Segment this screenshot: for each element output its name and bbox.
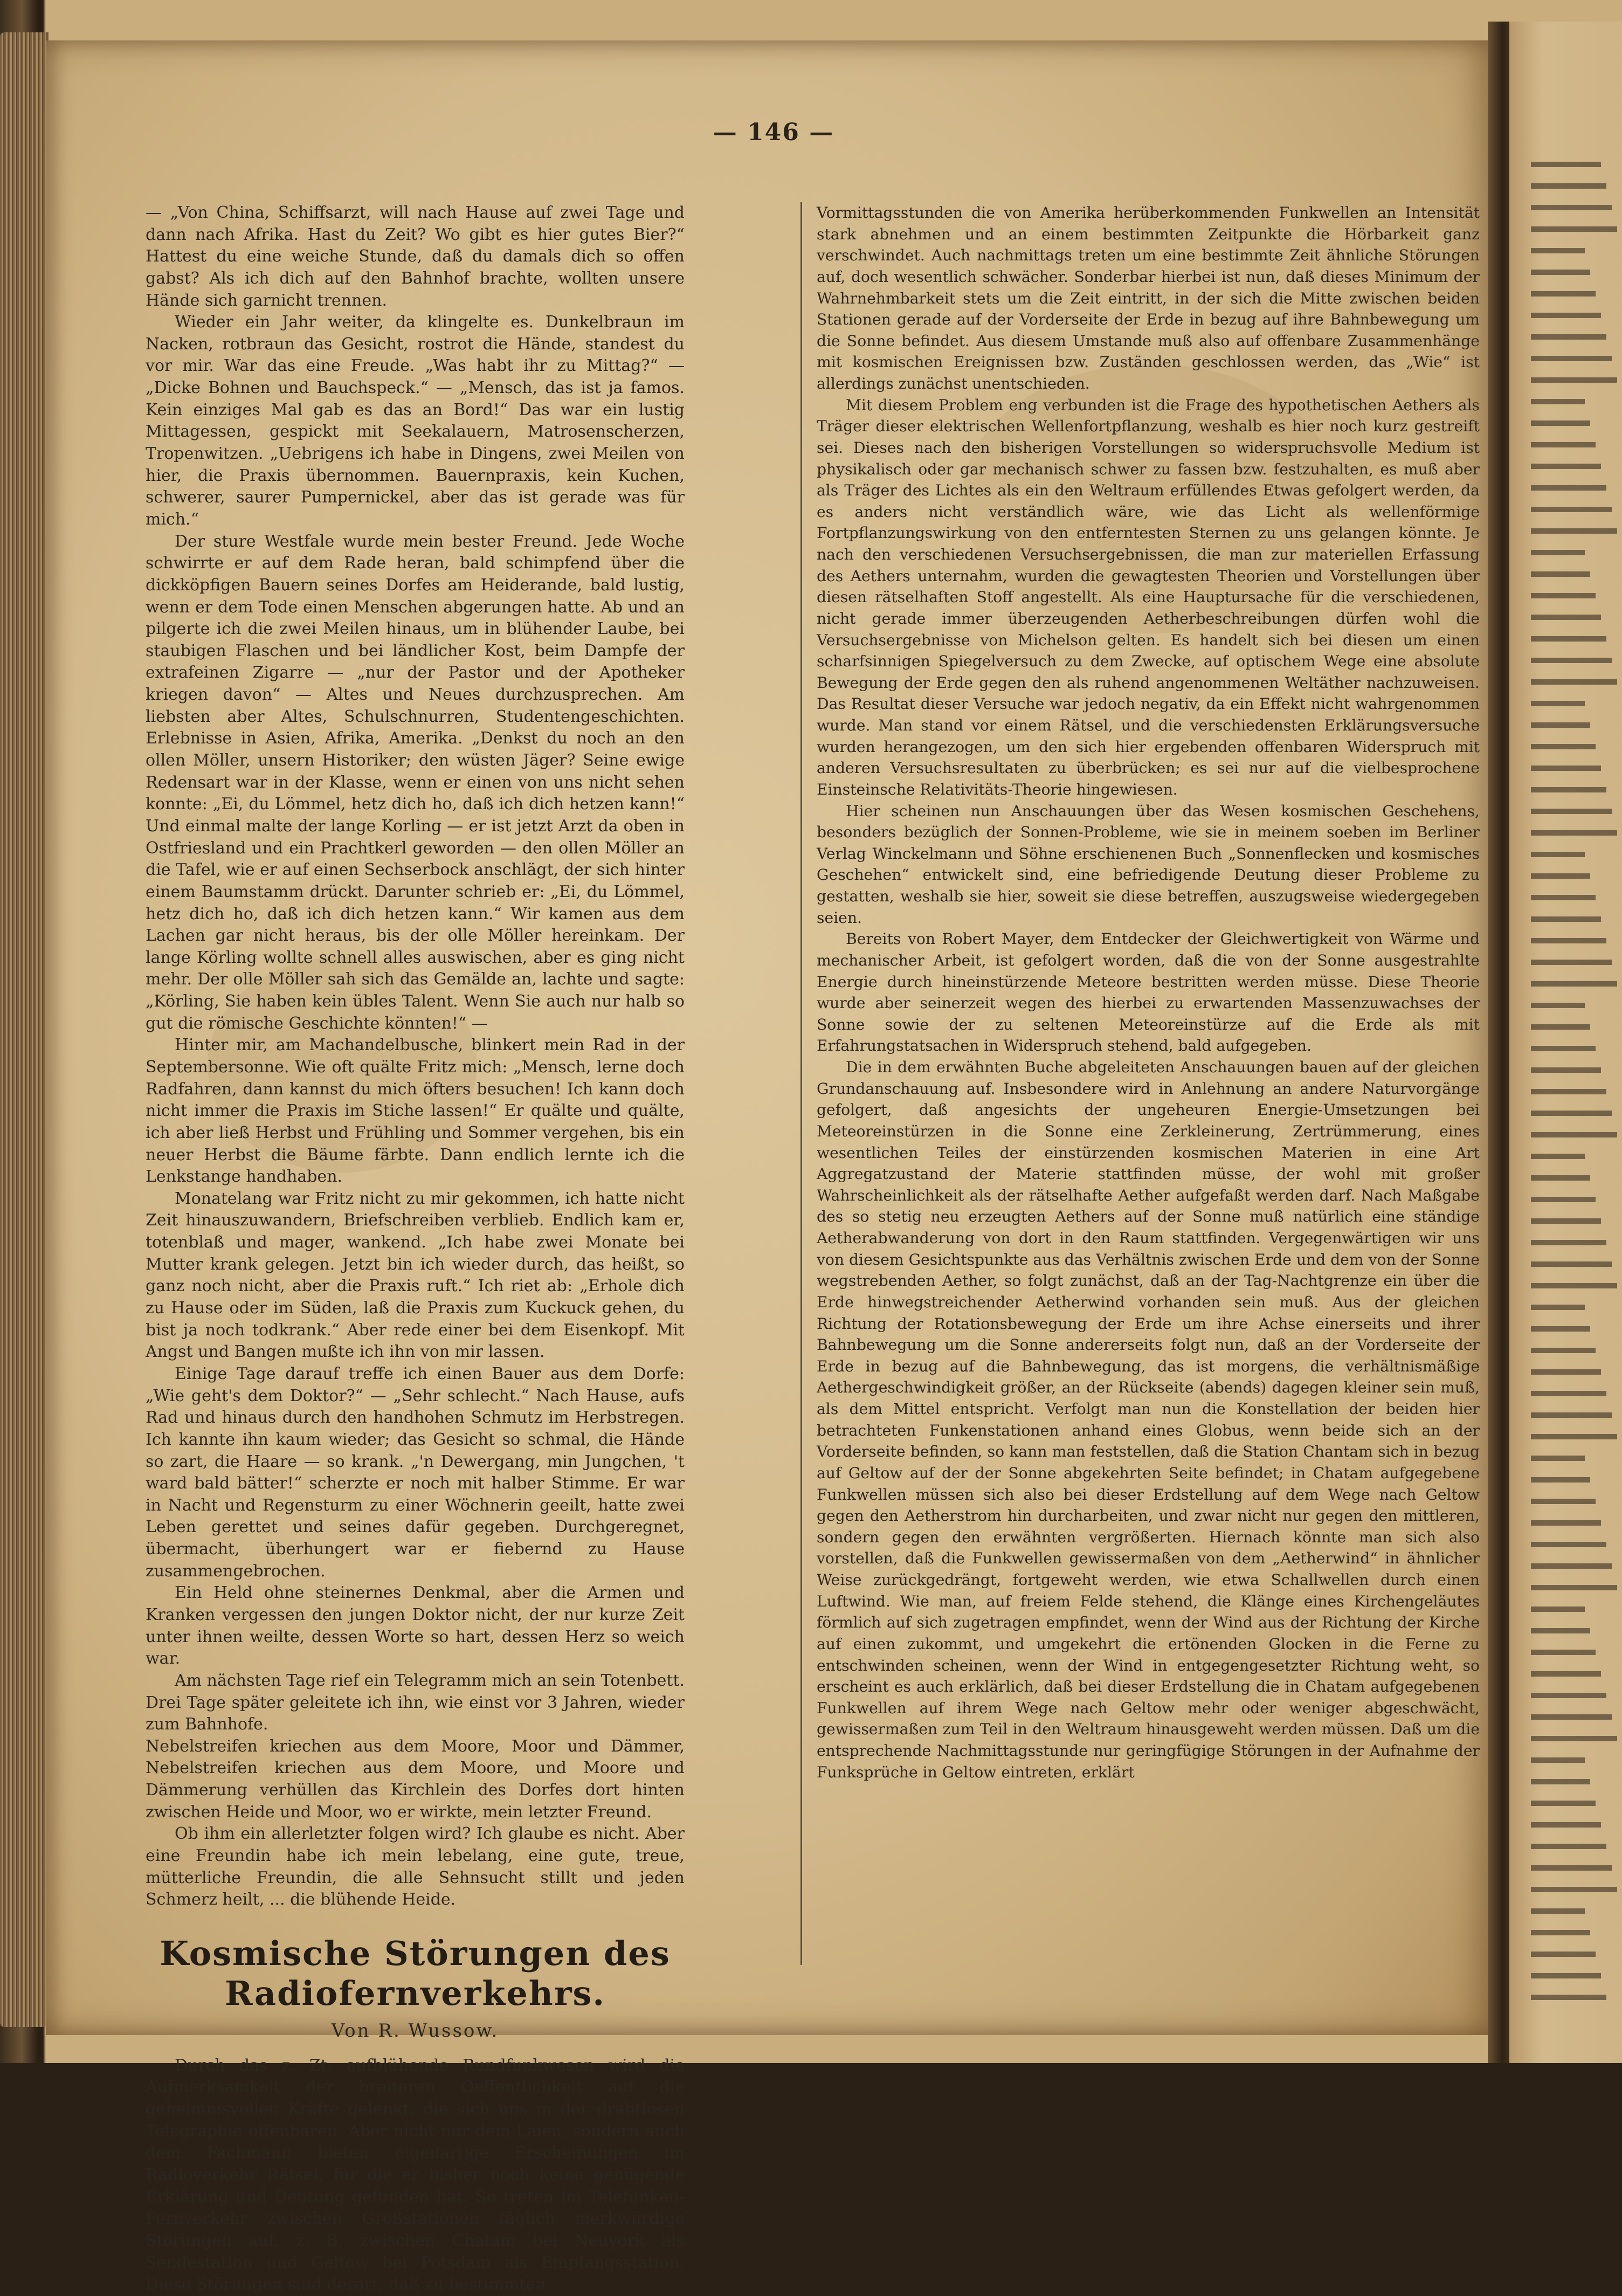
adjacent-page-text-fragment [1531,528,1617,534]
article-paragraph: Hier scheinen nun Anschauungen über das Wesen kosmischen Geschehens, besonders bezüglich der Sonnen-Probleme, wie sie in meinem soeben im Berliner Verlag Winckelmann und Söhne erschienenen Buch „Sonnenflecken und kosmisches Geschehen“ entwickelt sind, eine befriedigende Deutung dieser Probleme zu gestatten, weshalb sie hier, soweit sie diese betreffen, auszugsweise wiedergegeben seien. [817,802,1480,927]
adjacent-page-text-fragment [1531,1391,1606,1396]
adjacent-page-text-fragment [1531,1520,1601,1526]
adjacent-page-text-fragment [1531,1693,1606,1698]
adjacent-page-text-fragment [1531,1606,1585,1612]
adjacent-page-text-fragment [1531,960,1612,965]
story-paragraph: Einige Tage darauf treffe ich einen Bauer aus dem Dorfe: „Wie geht's dem Doktor?“ — „Sehr schlecht.“ Nach Hause, aufs Rad und hinaus durch den handhohen Schmutz im Herbstregen. Ich kannte ihn kaum wieder; das Gesicht so schmal, die Hände so zart, die Haare — so krank. „'n Dewergang, min Jungchen, 't ward bald bätter!“ scherzte er noch mit halber Stimme. Er war in Nacht und Regensturm zu einer Wöchnerin geeilt, hatte zwei Leben gerettet und seines dafür gegeben. Durchgeregnet, übermacht, überhungert war er fiebernd zu Hause zusammengebrochen. [146,1364,685,1581]
adjacent-page-text-fragment [1531,1908,1585,1914]
adjacent-page-text-fragment [1531,766,1601,771]
book-page [46,40,1501,2294]
story-paragraph: Nebelstreifen kriechen aus dem Moore, Moor und Dämmer, Nebelstreifen kriechen aus dem Moore, und Moore und Dämmerung verhüllen das Kirchlein des Dorfes dort hinten zwischen Heide und Moor, wo er wirkte, mein letzter Freund. [146,1736,685,1822]
adjacent-page-text-fragment [1531,1844,1606,1849]
adjacent-page-text-fragment [1531,1003,1585,1008]
adjacent-page-text-fragment [1531,895,1596,900]
adjacent-page-text-fragment [1531,313,1601,318]
article-paragraph: Die in dem erwähnten Buche abgeleiteten Anschauungen bauen auf der gleichen Grundanschauung auf. Insbesondere wird in Anlehnung an andere Naturvorgänge gefolgert, daß angesichts der ungeheuren Energie-Umsetzungen bei Meteoreinstürzen in die Sonne eine Zerkleinerung, Zertrümmerung, eines wesentlichen Teiles der einstürzenden kosmischen Materien in eine Art Aggregatzustand der Materie stattfinden müsse, der wohl mit großer Wahrscheinlichkeit als der rätselhafte Aether aufgefaßt werden darf. Nach Maßgabe des so stetig neu erzeugten Aethers auf der Sonne muß natürlich eine ständige Aetherabwanderung von dort in den Raum stattfinden. Vergegenwärtigen wir uns von diesem Gesichtspunkte aus das Verhältnis zwischen Erde und dem von der Sonne wegstrebenden Aether, so folgt zunächst, daß an der Tag-Nachtgrenze ein über die Erde hinwegstreichender Aetherwind vorhanden sein muß. Aus der gleichen Richtung der Rotationsbewegung der Erde um ihre Achse einerseits und ihrer Bahnbewegung um die Sonne andererseits folgt nun, daß an der Vorderseite der Erde in bezug auf die Bahnbewegung, das ist morgens, die verhältnismäßige Aethergeschwindigkeit größer, an der Rückseite (abends) dagegen kleiner sein muß, als dem Mittel entspricht. Verfolgt man nun die Konstellation der beiden hier betrachteten Funkenstationen anhand eines Globus, wenn beide sich an der Vorderseite befinden, so kann man feststellen, daß die Station Chantam sich in bezug auf Geltow auf der der Sonne abgekehrten Seite befindet; in Chatam aufgegebene Funkwellen müssen sich also bei dieser Erdstellung auf dem Wege nach Geltow gegen den Aetherstrom hin durcharbeiten, und zwar nicht nur gegen den mittleren, sondern gegen den erwähnten vergrößerten. Hiernach könnte man sich also vorstellen, daß die Funkwellen gewissermaßen von dem „Aetherwind“ in ähnlicher Weise zurückgedrängt, fortgeweht werden, wie etwa Schallwellen durch einen Luftwind. Wie man, auf freiem Felde stehend, die Klänge eines Kirchengeläutes förmlich auf sich zugetragen empfindet, wenn der Wind aus der Richtung der Kirche auf einen zukommt, und umgekehrt die ertönenden Glocken in die Ferne zu entschwinden scheinen, wenn der Wind in entgegengesetzter Richtung weht, so erscheint es auch erklärlich, daß bei dieser Erdstellung die in Chatam aufgegebenen Funkwellen auf ihrem Wege nach Geltow mehr oder weniger abgeschwächt, gewissermaßen zum Teil in den Weltraum hinausgeweht werden müssen. Daß um die entsprechende Nachmittagsstunde nur geringfügige Störungen in der Aufnahme der Funksprüche in Geltow eintreten, erklärt [817,1058,1480,1781]
adjacent-page-text-fragment [1531,1456,1585,1461]
adjacent-page-text-fragment [1531,571,1590,577]
adjacent-page-text-fragment [1531,744,1596,749]
adjacent-page-text-fragment [1531,873,1590,879]
adjacent-page-text-fragment [1531,1305,1585,1310]
adjacent-page-text-fragment [1531,1434,1617,1439]
story-paragraph: Monatelang war Fritz nicht zu mir gekommen, ich hatte nicht Zeit hinauszuwandern, Briefschreiben verblieb. Endlich kam er, totenblaß und mager, wankend. „Ich habe zwei Monate bei Mutter krank gelegen. Jetzt bin ich wieder durch, das heißt, so ganz noch nicht, aber die Praxis ruft.“ Ich riet ab: „Erhole dich zu Hause oder im Süden, laß die Praxis zum Kuckuck gehen, du bist ja noch todkrank.“ Aber rede einer bei dem Eisenkopf. Mit Angst und Bangen mußte ich ihn von mir lassen. [146,1189,685,1362]
adjacent-page-text-fragment [1531,1369,1601,1375]
adjacent-page-text-fragment [1531,1477,1590,1483]
adjacent-page-text-fragment [1531,205,1612,210]
adjacent-page-text-fragment [1531,270,1590,275]
adjacent-page-text-fragment [1531,615,1601,620]
adjacent-page-text-fragment [1531,701,1585,706]
adjacent-page-text-fragment [1531,464,1601,469]
adjacent-page-text-fragment [1531,1973,1601,1978]
adjacent-page-text-fragment [1531,291,1596,297]
adjacent-page-text-fragment [1531,1628,1590,1633]
story-paragraph: Hinter mir, am Machandelbusche, blinkert mein Rad in der Septembersonne. Wie oft quälte Fritz mich: „Mensch, lerne doch Radfahren, dann kannst du mich öfters besuchen! Ich kann doch nicht immer die Praxis im Stiche lassen!“ Er quälte und quälte, ich aber ließ Herbst und Frühling und Sommer vergehen, bis ein neuer Herbst die Bäume färbte. Dann endlich lernte ich die Lenkstange handhaben. [146,1036,685,1187]
adjacent-page-text-fragment [1531,1412,1612,1418]
story-paragraph: Ein Held ohne steinernes Denkmal, aber die Armen und Kranken vergessen den jungen Doktor nicht, der nur kurze Zeit unter ihnen weilte, dessen Worte so hart, dessen Herz so weich war. [146,1583,685,1668]
adjacent-page-text-fragment [1531,1865,1612,1871]
column-divider [800,202,802,1965]
article-paragraph: Vormittagsstunden die von Amerika herüberkommenden Funkwellen an Intensität stark abnehmen und an einem bestimmten Zeitpunkte die Hörbarkeit ganz verschwindet. Auch nachmittags treten um eine bestimmte Zeit ähnliche Störungen auf, doch wesentlich schwächer. Sonderbar hierbei ist nun, daß dieses Minimum der Wahrnehmbarkeit stets um die Zeit eintritt, in der sich die Mitte zwischen beiden Stationen gerade auf der Vorderseite der Erde in bezug auf ihre Bahnbewegung um die Sonne befindet. Aus diesem Umstande muß also auf offenbare Zusammenhänge mit kosmischen Ereignissen bzw. Zuständen geschlossen werden, das „Wie“ ist allerdings zunächst unentschieden. [817,204,1480,392]
adjacent-page-text-fragment [1531,1132,1617,1137]
article-author: Von R. Wussow. [331,2019,499,2042]
book-page-edges [0,32,49,2027]
adjacent-page-text-fragment [1531,809,1612,814]
adjacent-page-text-fragment [1531,1542,1606,1547]
adjacent-page-text-fragment [1531,593,1596,598]
adjacent-page-text-fragment [1531,1930,1590,1935]
adjacent-page-text-fragment [1531,1283,1617,1288]
adjacent-page-text-fragment [1531,1089,1606,1094]
adjacent-page-text-fragment [1531,916,1601,922]
adjacent-page-text-fragment [1531,636,1606,642]
story-paragraph: Am nächsten Tage rief ein Telegramm mich an sein Totenbett. Drei Tage später geleitete ich ihn, wie einst vor 3 Jahren, wieder zum Bahnhofe. [146,1671,685,1734]
article-title: Kosmische Störungen des Radiofernverkehrs. [160,1933,671,2014]
adjacent-page-text-fragment [1531,830,1617,836]
adjacent-page-text-fragment [1531,1326,1590,1332]
story-paragraph: Der sture Westfale wurde mein bester Freund. Jede Woche schwirrte er auf dem Rade heran, bald schimpfend über die dickköpfigen Bauern seines Dorfes am Heiderande, bald lustig, wenn er dem Tode einen Menschen abgerungen hatte. Ab und an pilgerte ich die zwei Meilen hinaus, um in blühender Laube, bei staubigen Flaschen und bei ländlicher Kost, beim Dampfe der extrafeinen Zigarre — „nur der Pastor und der Apotheker kriegen davon“ — Altes und Neues durchzusprechen. Am liebsten aber Altes, Schulschnurren, Studentengeschichten. Erlebnisse in Asien, Afrika, Amerika. „Denkst du noch an den ollen Möller, unsern Historiker; den wüsten Jäger? Seine ewige Redensart war in der Klasse, wenn er einen von uns nicht sehen konnte: „Ei, du Lömmel, hetz dich ho, daß ich dich hetzen kann!“ Und einmal malte der lange Korling — er ist jetzt Arzt da oben in Ostfriesland und ein Prachtkerl geworden — den ollen Möller an die Tafel, wie er auf einen Sechserbock anschlägt, der sich hinter einem Baumstamm drückt. Darunter schrieb er: „Ei, du Lömmel, hetz dich ho, daß ich dich hetzen kann.“ Wir kamen aus dem Lachen gar nicht heraus, bis der olle Möller hereinkam. Der lange Körling wollte schnell alles auswischen, aber es ging nicht mehr. Der olle Möller sah sich das Gemälde an, lachte und sagte: „Körling, Sie haben kein übles Talent. Wenn Sie auch nur halb so gut die römische Geschichte könnten!“ — [146,532,685,1033]
adjacent-page-text-fragment [1531,226,1617,232]
adjacent-page-text-fragment [1531,1175,1590,1181]
story-paragraph: Wieder ein Jahr weiter, da klingelte es. Dunkelbraun im Nacken, rotbraun das Gesicht, rostrot die Hände, standest du vor mir. War das eine Freude. „Was habt ihr zu Mittag?“ — „Dicke Bohnen und Bauchspeck.“ — „Mensch, das ist ja famos. Kein einziges Mal gab es das an Bord!“ Das war ein lustig Mittagessen, gespickt mit Seekalauern, Matrosenscherzen, Tropenwitzen. „Uebrigens ich habe in Dingens, zwei Meilen von hier, die Praxis übernommen. Bauernpraxis, kein Kuchen, schwerer, saurer Pumpernickel, aber das ist gerade was für mich.“ [146,313,685,529]
adjacent-page-text-fragment [1531,334,1606,340]
adjacent-page-edge [1509,22,1622,2063]
adjacent-page-text-fragment [1531,507,1612,512]
adjacent-page-text-fragment [1531,248,1585,253]
adjacent-page-text-fragment [1531,1887,1617,1892]
article-paragraph: Durch das z. Zt. aufblühende Rundfunkwesen wird die Aufmerksamkeit der breiteren Oeffentlichkeit auf die geheimnisvollen Kräfte gelenkt, die sich uns in der drahtlosen Telegraphie offenbaren. Aber nicht nur dem Laien, sondern auch dem Fachmann bieten eigenartige Erscheinungen im Radioverkehr Rätsel, für die er bisher noch keine genügende Erklärung und Deutung gefunden hat. So treten im Telefunken-Fernverkehr zwischen Großstationen täglich merkwürdige Störungen auf, z. B. zwischen Chatam bei Neuyork als Sendestation und Geltow bei Potsdam als Empfangsstation. Diese Störungen sind derart, daß zu bestimmten [146,2056,685,2294]
adjacent-page-text-fragment [1531,1585,1617,1590]
story-paragraph: Ob ihm ein allerletzter folgen wird? Ich glaube es nicht. Aber eine Freundin habe ich mein lebelang, eine gute, treue, mütterliche Freundin, die alle Sehnsucht stillt und jeden Schmerz heilt, ... die blühende Heide. [146,1824,685,1909]
adjacent-page-text-fragment [1531,1240,1606,1245]
adjacent-page-text-fragment [1531,787,1606,792]
adjacent-page-text-fragment [1531,162,1601,167]
adjacent-page-text-fragment [1531,356,1612,361]
adjacent-page-text-fragment [1531,550,1585,555]
article-paragraph: Mit diesem Problem eng verbunden ist die Frage des hypothetischen Aethers als Träger dieser elektrischen Wellenfortpflanzung, weshalb es hier noch kurz gestreift sei. Dieses nach den bisherigen Vorstellungen so widerspruchsvolle Medium ist physikalisch oder gar mechanisch schwer zu fassen bzw. festzuhalten, es muß aber als Träger des Lichtes als ein den Weltraum erfüllendes Etwas gefolgert werden, da es anders nicht verständlich wäre, wie das Licht als wellenförmige Fortpflanzungswirkung von den entferntesten Sternen zu uns gelangen könnte. Je nach den verschiedenen Versuchsergebnissen, die man zur materiellen Erfassung des Aethers unternahm, wurden die gewagtesten Theorien und Vorstellungen über diesen rätselhaften Stoff angestellt. Als eine Hauptursache für die verschiedenen, nicht gerade immer überzeugenden Aetherbeschreibungen dürfen wohl die Versuchsergebnisse von Michelson gelten. Es handelt sich bei diesen um einen scharfsinnigen Spiegelversuch zu dem Zwecke, auf optischem Wege eine absolute Bewegung der Erde gegen den als ruhend angenommenen Weltäther nachzuweisen. Das Resultat dieser Versuche war jedoch negativ, da ein Effekt nicht wahrgenommen wurde. Man stand vor einem Rätsel, und die verschiedensten Erklärungsversuche wurden herangezogen, um den sich hier ergebenden offenbaren Widerspruch mit anderen Versuchsresultaten zu überbrücken; es sei nur auf die vielbesprochene Einsteinsche Relativitäts-Theorie hingewiesen. [817,396,1480,798]
adjacent-page-text-fragment [1531,1952,1596,1957]
adjacent-page-text-fragment [1531,183,1606,189]
adjacent-page-text-fragment [1531,1024,1590,1030]
adjacent-page-text-fragment [1531,1111,1612,1116]
adjacent-page-text-fragment [1531,722,1590,728]
adjacent-page-text-fragment [1531,1995,1606,2000]
adjacent-page-text-fragment [1531,938,1606,943]
adjacent-page-text-fragment [1531,485,1606,491]
adjacent-page-text-fragment [1531,1671,1601,1677]
adjacent-page-text-fragment [1531,852,1585,857]
adjacent-page-text-fragment [1531,1067,1601,1073]
left-column [146,202,685,2296]
adjacent-page-text-fragment [1531,1348,1596,1353]
right-column [817,202,1480,1783]
adjacent-page-text-fragment [1531,1261,1612,1267]
adjacent-page-text-fragment [1531,1801,1596,1806]
adjacent-page-text-fragment [1531,1779,1590,1784]
adjacent-page-text-fragment [1531,658,1612,663]
adjacent-page-text-fragment [1531,420,1590,426]
adjacent-page-text-fragment [1531,1218,1601,1224]
adjacent-page-text-fragment [1531,1650,1596,1655]
story-paragraph: — „Von China, Schiffsarzt, will nach Hause auf zwei Tage und dann nach Afrika. Hast du Zeit? Wo gibt es hier gutes Bier?“ Hattest du eine weiche Stunde, daß du damals dich so offen gabst? Als ich dich auf den Bahnhof brachte, wollten unsere Hände sich garnicht trennen. [146,203,685,310]
adjacent-page-text-fragment [1531,1757,1585,1763]
adjacent-page-text-fragment [1531,442,1596,447]
adjacent-page-text-fragment [1531,377,1617,383]
adjacent-page-text-fragment [1531,679,1617,685]
adjacent-page-text-fragment [1531,1714,1612,1720]
adjacent-page-text-fragment [1531,1736,1617,1741]
adjacent-page-text-fragment [1531,1499,1596,1504]
page-number: — 146 — [713,119,834,146]
adjacent-page-text-fragment [1531,1046,1596,1051]
adjacent-page-text-fragment [1531,981,1617,987]
article-paragraph: Bereits von Robert Mayer, dem Entdecker der Gleichwertigkeit von Wärme und mechanischer Arbeit, ist gefolgert worden, daß die von der Sonne ausgestrahlte Energie durch hineinstürzende Meteore bestritten werden müsse. Diese Theorie wurde aber seinerzeit wegen des hierbei zu erwartenden Massenzuwachses der Sonne sowie der zu seltenen Meteoreinstürze auf die Erde als mit Erfahrungstatsachen in Widerspruch stehend, bald aufgegeben. [817,930,1480,1055]
adjacent-page-text-fragment [1531,399,1585,404]
adjacent-page-text-fragment [1531,1197,1596,1202]
adjacent-page-text-fragment [1531,1563,1612,1569]
adjacent-page-text-fragment [1531,1822,1601,1828]
adjacent-page-text-fragment [1531,1154,1585,1159]
